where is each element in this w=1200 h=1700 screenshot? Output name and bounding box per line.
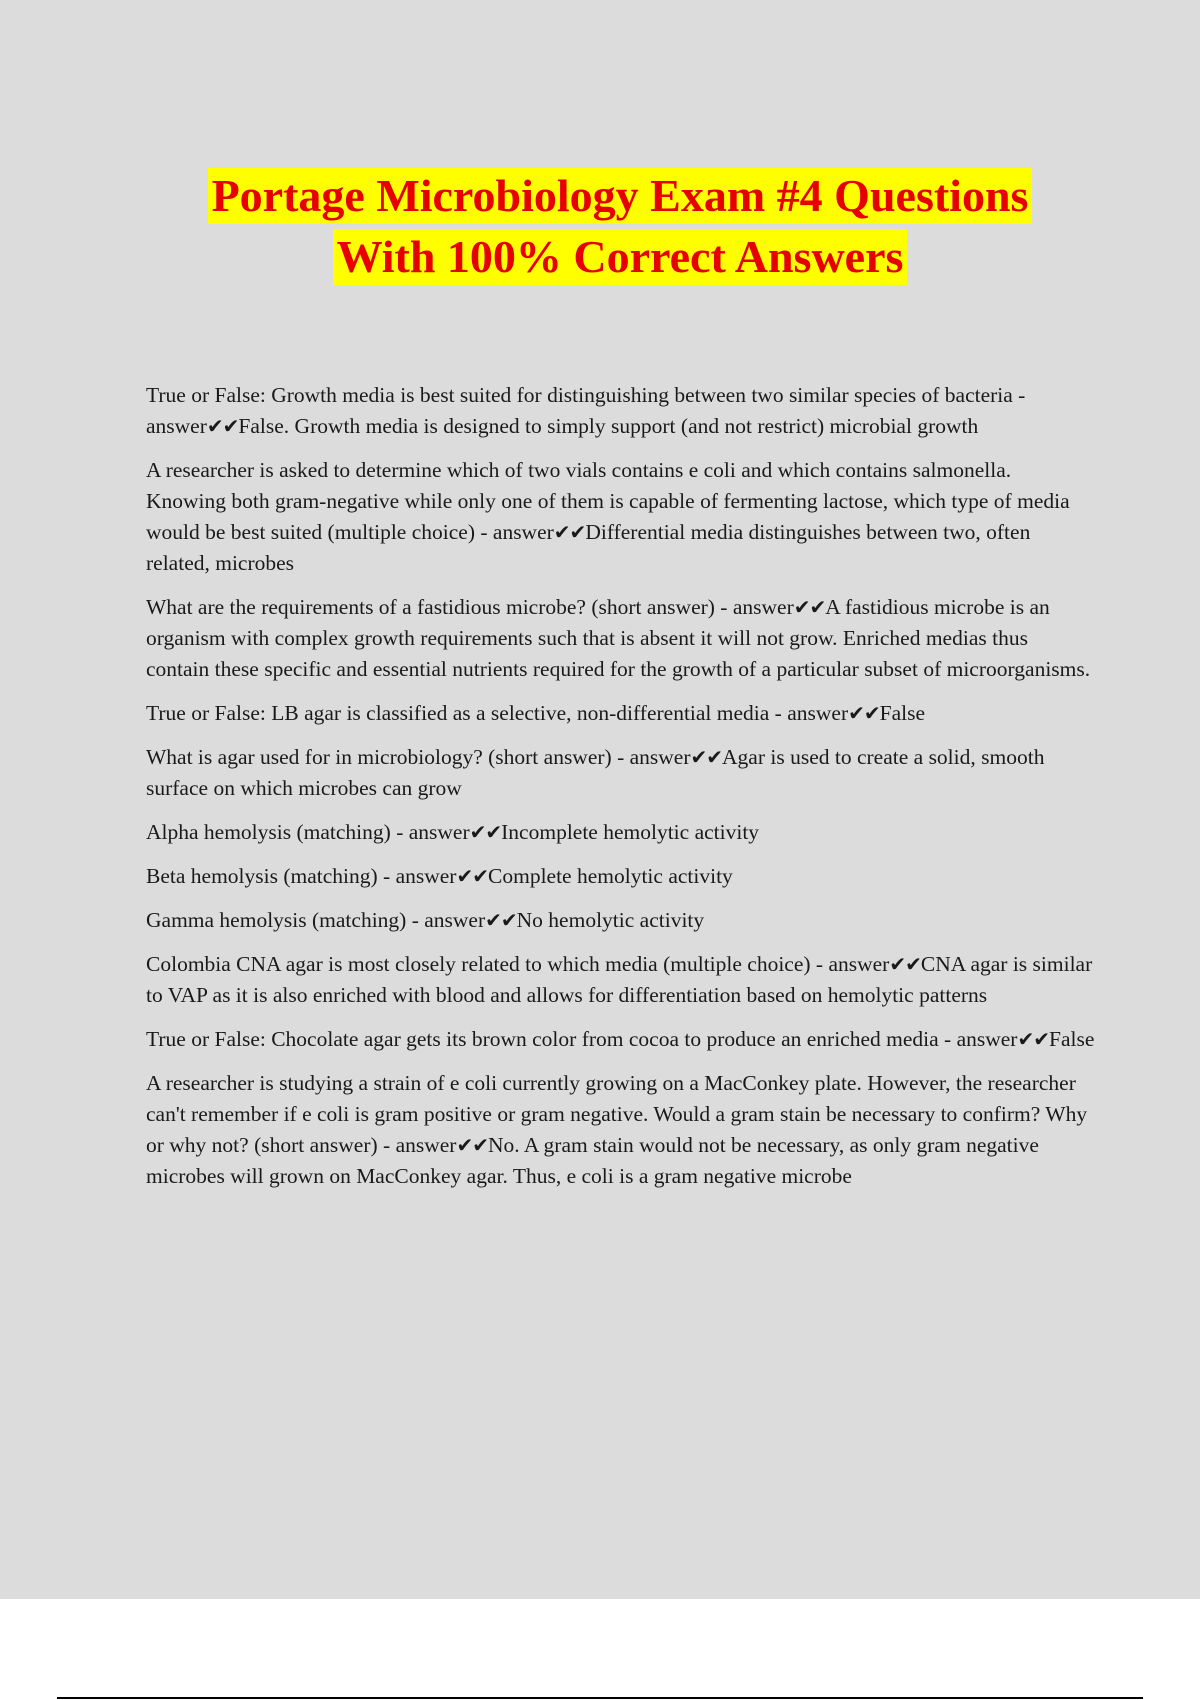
qa-item (146, 592, 1096, 685)
check-mark-icon: ✔✔ (469, 820, 502, 844)
check-mark-icon: ✔✔ (456, 1133, 488, 1157)
question-text: What are the requirements of a fastidious microbe? (short answer) - answer (146, 595, 794, 619)
qa-item (146, 817, 1096, 848)
check-mark-icon: ✔✔ (889, 952, 921, 976)
check-mark-icon: ✔✔ (793, 595, 826, 619)
answer-text: False (1048, 1027, 1095, 1051)
question-text: True or False: Chocolate agar gets its brown color from cocoa to produce an enriched media - answer (146, 1027, 1018, 1051)
question-text: Gamma hemolysis (matching) - answer (146, 908, 486, 932)
document-title (0, 168, 1200, 290)
check-mark-icon: ✔✔ (1017, 1027, 1049, 1051)
answer-text: No. A gram stain would not be necessary, as only gram negative microbes will grown on MacConkey agar. Thus, e coli is a gram negative microbe (146, 1133, 1039, 1188)
check-mark-icon: ✔✔ (553, 520, 586, 544)
qa-item (146, 949, 1096, 1011)
qa-item (146, 380, 1096, 442)
answer-text: Agar is used to create a solid, smooth surface on which microbes can grow (146, 745, 1045, 800)
question-text: Colombia CNA agar is most closely related to which media (multiple choice) - answer (146, 952, 890, 976)
answer-text: Differential media distinguishes between two, often related, microbes (146, 520, 1031, 575)
title-line-1: Portage Microbiology Exam #4 Questions (208, 168, 1033, 224)
check-mark-icon: ✔✔ (848, 701, 880, 725)
answer-text: No hemolytic activity (516, 908, 705, 932)
answer-text: CNA agar is similar to VAP as it is also enriched with blood and allows for differentiation based on hemolytic patterns (146, 952, 1093, 1007)
check-mark-icon: ✔✔ (456, 864, 488, 888)
footer-divider (57, 1697, 1143, 1699)
qa-list (146, 380, 1096, 1205)
check-mark-icon: ✔✔ (485, 908, 517, 932)
answer-text: False (879, 701, 926, 725)
answer-text: False. Growth media is designed to simply support (and not restrict) microbial growth (238, 414, 979, 438)
question-text: A researcher is asked to determine which of two vials contains e coli and which contains salmonella. Knowing both gram-negative while only one of them is capable of fermenting lactose, which type of media would be best suited (multiple choice) - answer (146, 458, 1070, 544)
answer-text: Incomplete hemolytic activity (501, 820, 760, 844)
question-text: A researcher is studying a strain of e coli currently growing on a MacConkey plate. However, the researcher can't remember if e coli is gram positive or gram negative. Would a gram stain be necessary to confirm? Why or why not? (short answer) - answer (146, 1071, 1088, 1157)
answer-text: Complete hemolytic activity (488, 864, 733, 888)
question-text: True or False: Growth media is best suited for distinguishing between two similar species of bacteria - answer (146, 383, 1026, 438)
question-text: Beta hemolysis (matching) - answer (146, 864, 457, 888)
title-line-2: With 100% Correct Answers (333, 229, 908, 285)
check-mark-icon: ✔✔ (690, 745, 723, 769)
qa-item (146, 861, 1096, 892)
qa-item (146, 1068, 1096, 1192)
qa-item (146, 455, 1096, 579)
qa-item (146, 905, 1096, 936)
question-text: True or False: LB agar is classified as a selective, non-differential media - answer (146, 701, 849, 725)
answer-text: A fastidious microbe is an organism with complex growth requirements such that is absent it will not grow. Enriched medias thus contain these specific and essential nutrients required for the growth of a particular subset of microorganisms. (146, 595, 1091, 681)
qa-item (146, 1024, 1096, 1055)
question-text: Alpha hemolysis (matching) - answer (146, 820, 470, 844)
qa-item (146, 742, 1096, 804)
qa-item (146, 698, 1096, 729)
check-mark-icon: ✔✔ (206, 414, 239, 438)
question-text: What is agar used for in microbiology? (short answer) - answer (146, 745, 691, 769)
